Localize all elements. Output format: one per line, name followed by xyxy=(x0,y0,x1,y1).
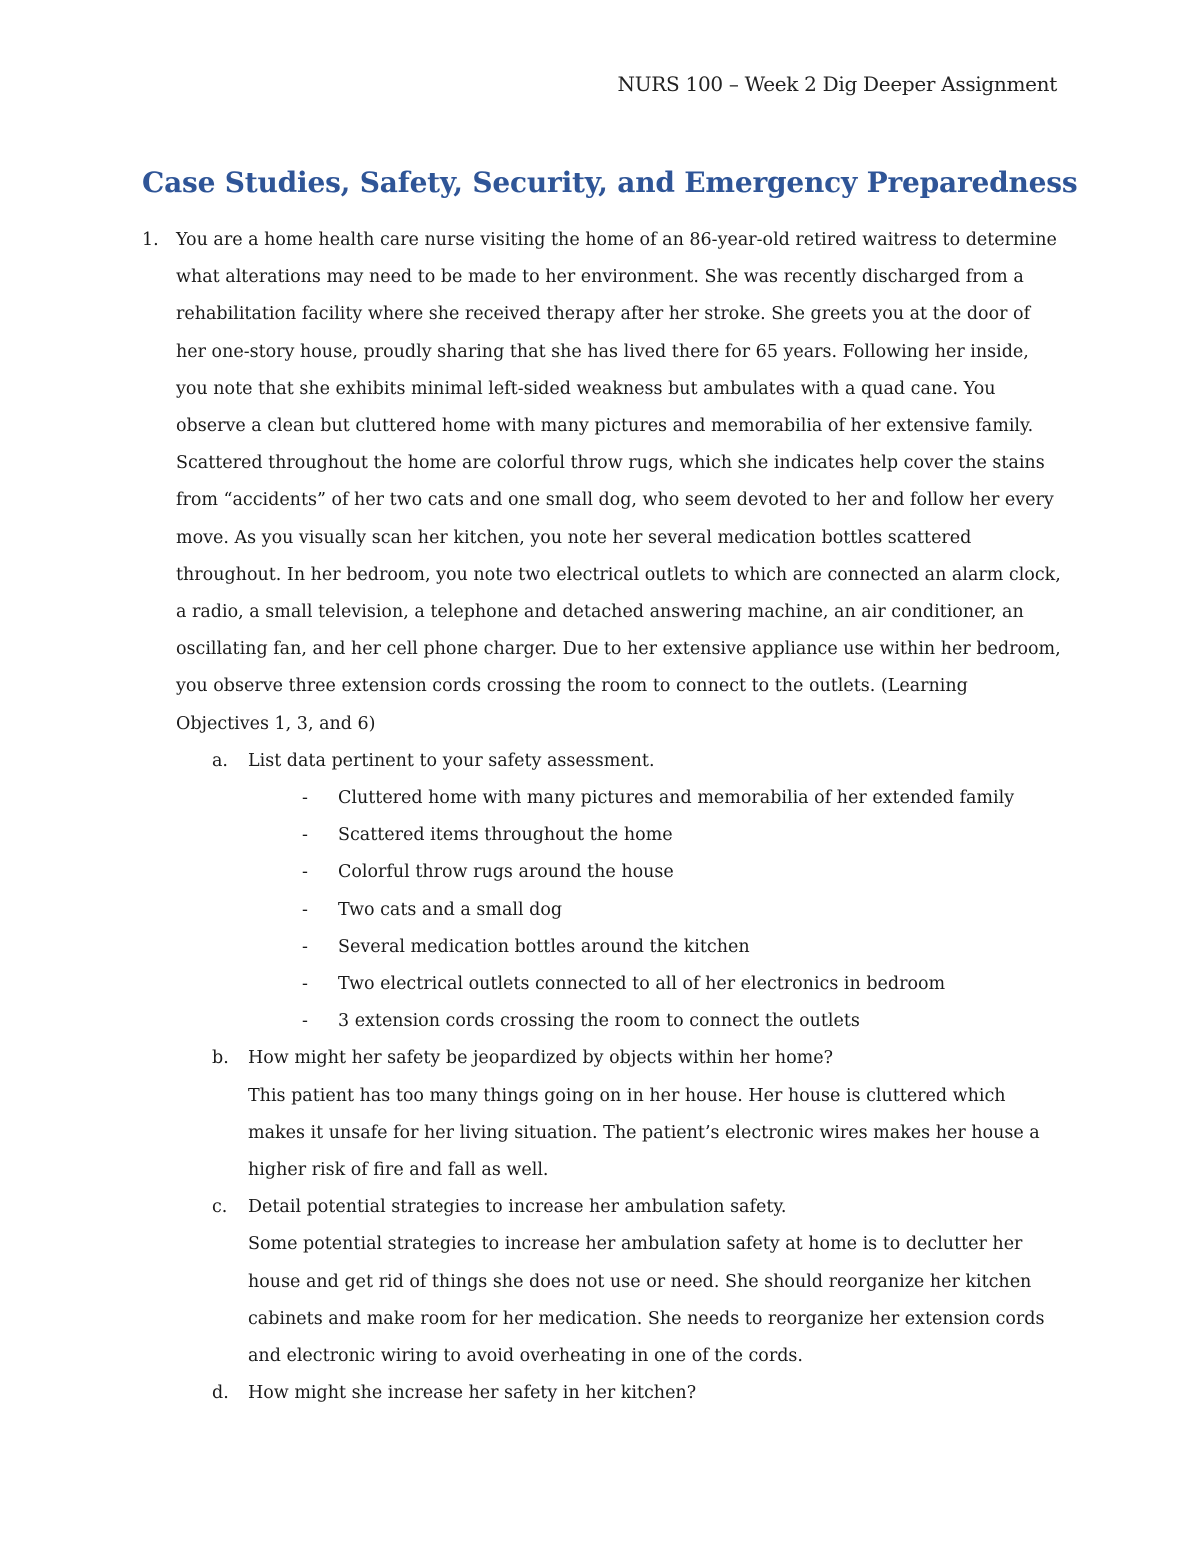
subquestion-c-prompt: Detail potential strategies to increase her ambulation safety. xyxy=(248,1197,787,1218)
list-item xyxy=(248,780,1062,817)
question-1 xyxy=(142,222,1062,1413)
subquestion-a-row xyxy=(212,743,1062,1041)
subquestion-c-answer: Some potential strategies to increase her ambulation safety at home is to declutter her house and get rid of things she does not use or need. She should reorganize her kitchen cabinets and make room for her medication. She needs to reorganize her extension cords and electronic wiring to avoid overheating in one of the cords. xyxy=(248,1234,1045,1367)
subquestion-c-letter: c. xyxy=(212,1197,228,1218)
subquestion-c xyxy=(212,1189,1062,1375)
subquestion-d-letter: d. xyxy=(212,1383,229,1404)
subquestion-b-letter: b. xyxy=(212,1048,229,1069)
list-item-text: Scattered items throughout the home xyxy=(338,825,673,846)
list-item-text: Two cats and a small dog xyxy=(338,899,563,920)
subquestion-a xyxy=(212,743,1062,1041)
question-1-text: You are a home health care nurse visiting the home of an 86-year-old retired waitress to determine what alterations may need to be made to her environment. She was recently discharged from a rehabilitation facility where she received therapy after her stroke. She greets you at the door of her one-story house, proudly sharing that she has lived there for 65 years. Following her inside, you note that she exhibits minimal left-sided weakness but ambulates with a quad cane. You observe a clean but cluttered home with many pictures and memorabilia of her extensive family. Scattered throughout the home are colorful throw rugs, which she indicates help cover the stains from “accidents” of her two cats and one small dog, who seem devoted to her and follow her every move. As you visually scan her kitchen, you note her several medication bottles scattered throughout. In her bedroom, you note two electrical outlets to which are connected an alarm clock, a radio, a small television, a telephone and detached answering machine, an air conditioner, an oscillating fan, and her cell phone charger. Due to her extensive appliance use within her bedroom, you observe three extension cords crossing the room to connect to the outlets. (Learning Objectives 1, 3, and 6) xyxy=(176,230,1061,734)
subquestion-a-prompt: List data pertinent to your safety assessment. xyxy=(248,750,655,771)
list-item xyxy=(248,817,1062,854)
safety-data-list xyxy=(248,780,1062,1040)
list-item-text: 3 extension cords crossing the room to connect the outlets xyxy=(338,1011,860,1032)
list-item xyxy=(248,892,1062,929)
dash-bullet: - xyxy=(302,788,308,809)
list-item-text: Colorful throw rugs around the house xyxy=(338,862,674,883)
subquestion-d-prompt: How might she increase her safety in her kitchen? xyxy=(248,1383,697,1404)
list-item-text: Cluttered home with many pictures and memorabilia of her extended family xyxy=(338,788,1015,809)
question-1-row xyxy=(142,222,1062,743)
dash-bullet: - xyxy=(302,825,308,846)
subquestion-a-letter: a. xyxy=(212,750,228,771)
list-item xyxy=(248,929,1062,966)
subquestion-b-prompt: How might her safety be jeopardized by objects within her home? xyxy=(248,1048,834,1069)
subquestion-b xyxy=(212,1040,1062,1189)
document-title: Case Studies, Safety, Security, and Emergency Preparedness xyxy=(142,166,1078,199)
subquestion-d xyxy=(212,1375,1062,1412)
subquestion-b-row xyxy=(212,1040,1062,1189)
dash-bullet: - xyxy=(302,936,308,957)
page-header: NURS 100 – Week 2 Dig Deeper Assignment xyxy=(617,72,1057,96)
list-item xyxy=(248,966,1062,1003)
subquestion-c-row xyxy=(212,1189,1062,1375)
list-item xyxy=(248,854,1062,891)
subquestion-d-row xyxy=(212,1375,1062,1412)
dash-bullet: - xyxy=(302,862,308,883)
subquestion-b-answer: This patient has too many things going on in her house. Her house is cluttered which makes it unsafe for her living situation. The patient’s electronic wires makes her house a higher risk of fire and fall as well. xyxy=(248,1085,1040,1181)
list-item xyxy=(248,1003,1062,1040)
dash-bullet: - xyxy=(302,1011,308,1032)
question-1-number: 1. xyxy=(142,230,159,250)
dash-bullet: - xyxy=(302,899,308,920)
list-item-text: Two electrical outlets connected to all of her electronics in bedroom xyxy=(338,974,946,995)
dash-bullet: - xyxy=(302,974,308,995)
list-item-text: Several medication bottles around the kitchen xyxy=(338,936,750,957)
